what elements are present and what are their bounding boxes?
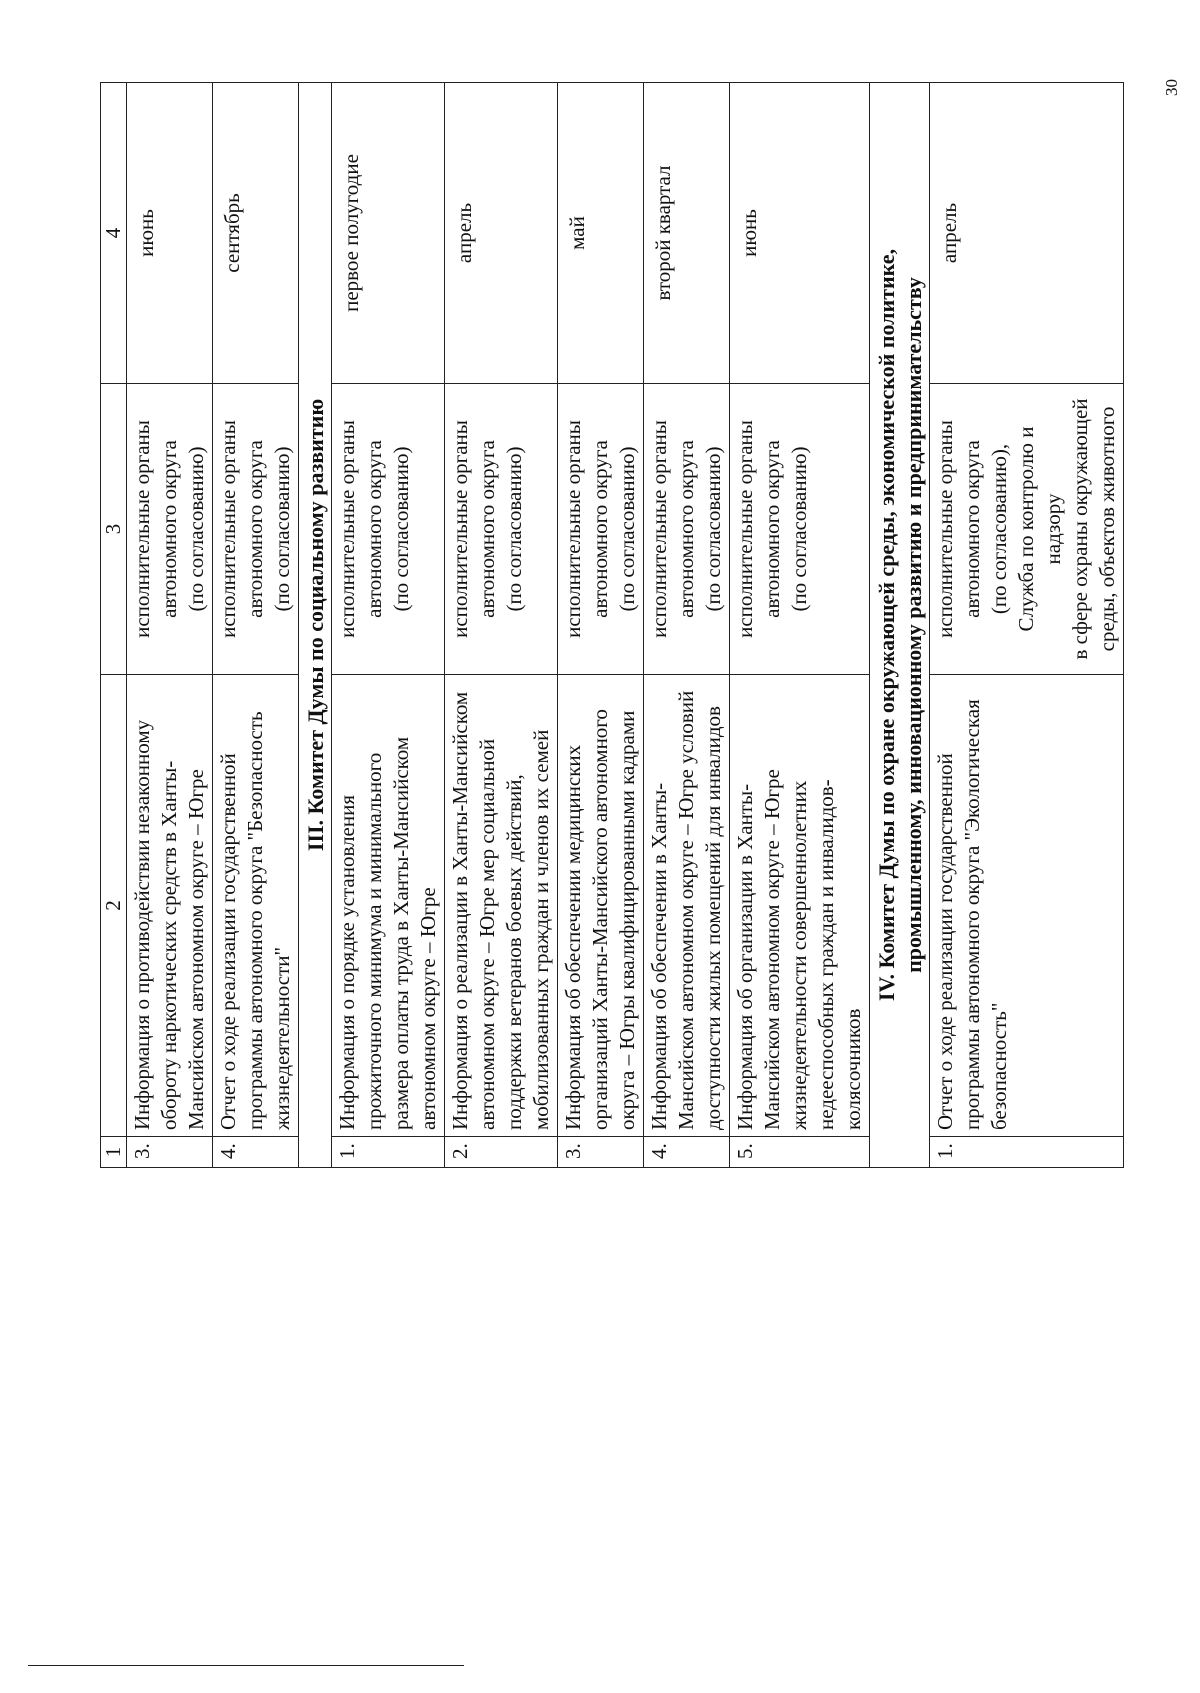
- row-number: 4.: [213, 1137, 299, 1168]
- table-row: [730, 83, 870, 1168]
- executor-line: (по согласованию): [389, 446, 413, 612]
- executor-line: автономного округа: [362, 440, 386, 618]
- column-number-1: 1: [101, 1137, 127, 1168]
- section-title: III. Комитет Думы по социальному развитию: [299, 83, 332, 1168]
- row-number: 3.: [127, 1137, 213, 1168]
- row-executor: [127, 384, 213, 675]
- executor-line: (по согласованию): [701, 446, 725, 612]
- row-executor: [332, 384, 445, 675]
- table-row: [332, 83, 445, 1168]
- row-executor: [445, 384, 558, 675]
- row-term: первое полугодие: [332, 83, 445, 384]
- executor-line: в сфере охраны окружающей: [1068, 398, 1092, 660]
- table-header-row: [101, 83, 127, 1168]
- row-title: Отчет о ходе реализации государственной программы автономного округа "Экологическая безопасность": [930, 675, 1124, 1137]
- executor-line: автономного округа: [588, 440, 612, 618]
- plan-table: [100, 82, 1124, 1168]
- column-number-3: 3: [101, 384, 127, 675]
- row-title: Информация о порядке установления прожиточного минимума и минимального размера оплаты труда в Ханты-Мансийском автономном округе – Югре: [332, 675, 445, 1137]
- row-term: сентябрь: [213, 83, 299, 384]
- section-title-line: промышленному, инновационному развитию и предпринимательству: [901, 277, 926, 973]
- row-term: июнь: [730, 83, 870, 384]
- row-title: Отчет о ходе реализации государственной программы автономного округа "Безопасность жизнедеятельности": [213, 675, 299, 1137]
- row-executor: [213, 384, 299, 675]
- row-title: Информация о реализации в Ханты-Мансийском автономном округе – Югре мер социальной поддержки ветеранов боевых действий, мобилизованных граждан и членов их семей: [445, 675, 558, 1137]
- row-term: апрель: [445, 83, 558, 384]
- row-number: 1.: [332, 1137, 445, 1168]
- executor-line: исполнительные органы: [448, 420, 472, 638]
- executor-line: автономного округа: [243, 440, 267, 618]
- row-title: Информация об организации в Ханты-Мансийском автономном округе – Югре жизнедеятельности совершеннолетних недееспособных граждан и инвалидов-колясочников: [730, 675, 870, 1137]
- executor-line: автономного округа: [475, 440, 499, 618]
- row-term: второй квартал: [644, 83, 730, 384]
- executor-line: исполнительные органы: [933, 420, 957, 638]
- section-title: [870, 83, 930, 1168]
- executor-line: (по согласованию): [502, 446, 526, 612]
- executor-line: исполнительные органы: [130, 420, 154, 638]
- executor-line: (по согласованию): [184, 446, 208, 612]
- row-number: 4.: [644, 1137, 730, 1168]
- executor-line: автономного округа: [674, 440, 698, 618]
- row-number: 5.: [730, 1137, 870, 1168]
- row-title: Информация об обеспечении в Ханты-Мансийском автономном округе – Югре условий доступности жилых помещений для инвалидов: [644, 675, 730, 1137]
- executor-line: исполнительные органы: [647, 420, 671, 638]
- table-row: [213, 83, 299, 1168]
- executor-line: исполнительные органы: [335, 420, 359, 638]
- executor-line: исполнительные органы: [733, 420, 757, 638]
- section-header-row: [299, 83, 332, 1168]
- table-row: [558, 83, 644, 1168]
- executor-line: среды, объектов животного: [1095, 406, 1119, 652]
- executor-line: Служба по контролю и надзору: [1014, 426, 1065, 632]
- page-number: 30: [1162, 79, 1181, 96]
- column-number-2: 2: [101, 675, 127, 1137]
- executor-line: (по согласованию): [787, 446, 811, 612]
- table-row: [930, 83, 1124, 1168]
- executor-line: (по согласованию): [270, 446, 294, 612]
- row-term: май: [558, 83, 644, 384]
- executor-line: исполнительные органы: [561, 420, 585, 638]
- rotated-page-content: [100, 83, 1170, 1168]
- row-executor: [558, 384, 644, 675]
- row-number: 1.: [930, 1137, 1124, 1168]
- executor-line: автономного округа: [760, 440, 784, 618]
- table-row: [445, 83, 558, 1168]
- row-number: 2.: [445, 1137, 558, 1168]
- row-title: Информация об обеспечении медицинских организаций Ханты-Мансийского автономного округа – Югры квалифицированными кадрами: [558, 675, 644, 1137]
- row-executor: [930, 384, 1124, 675]
- executor-line: автономного округа: [960, 440, 984, 618]
- row-executor: [730, 384, 870, 675]
- section-header-row: [870, 83, 930, 1168]
- section-title-line: IV. Комитет Думы по охране окружающей среды, экономической политике,: [874, 248, 899, 1002]
- executor-line: исполнительные органы: [216, 420, 240, 638]
- row-number: 3.: [558, 1137, 644, 1168]
- row-term: апрель: [930, 83, 1124, 384]
- table-row: [644, 83, 730, 1168]
- table-row: [127, 83, 213, 1168]
- footer-rule: [28, 1665, 464, 1666]
- column-number-4: 4: [101, 83, 127, 384]
- executor-line: (по согласованию): [615, 446, 639, 612]
- executor-line: (по согласованию),: [987, 443, 1011, 615]
- row-term: июнь: [127, 83, 213, 384]
- row-executor: [644, 384, 730, 675]
- row-title: Информация о противодействии незаконному обороту наркотических средств в Ханты-Мансийском автономном округе – Югре: [127, 675, 213, 1137]
- executor-line: автономного округа: [157, 440, 181, 618]
